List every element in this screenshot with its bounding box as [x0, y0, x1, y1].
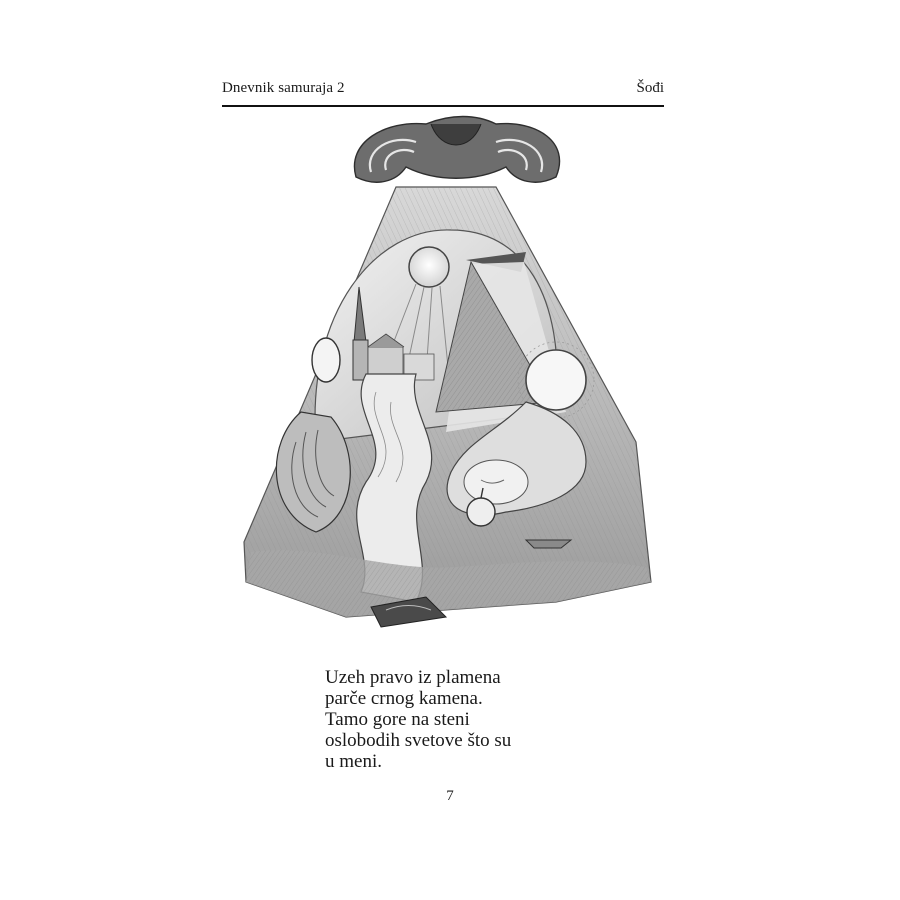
header-rule	[222, 105, 664, 107]
poem-line: u meni.	[325, 751, 382, 772]
book-title: Dnevnik samuraja 2	[222, 80, 345, 96]
left-shell	[276, 338, 350, 532]
poem-line: Uzeh pravo iz plamena	[325, 667, 501, 688]
poem-line: parče crnog kamena.	[325, 688, 483, 709]
poem-line: oslobodih svetove što su	[325, 730, 512, 751]
poem	[325, 667, 585, 772]
page-number: 7	[446, 788, 454, 804]
chapter-title: Šođi	[636, 80, 664, 96]
pencil-illustration	[226, 112, 662, 642]
running-header	[222, 78, 664, 104]
poem-line: Tamo gore na steni	[325, 709, 470, 730]
sun	[409, 247, 449, 287]
ornate-capital	[354, 117, 559, 183]
